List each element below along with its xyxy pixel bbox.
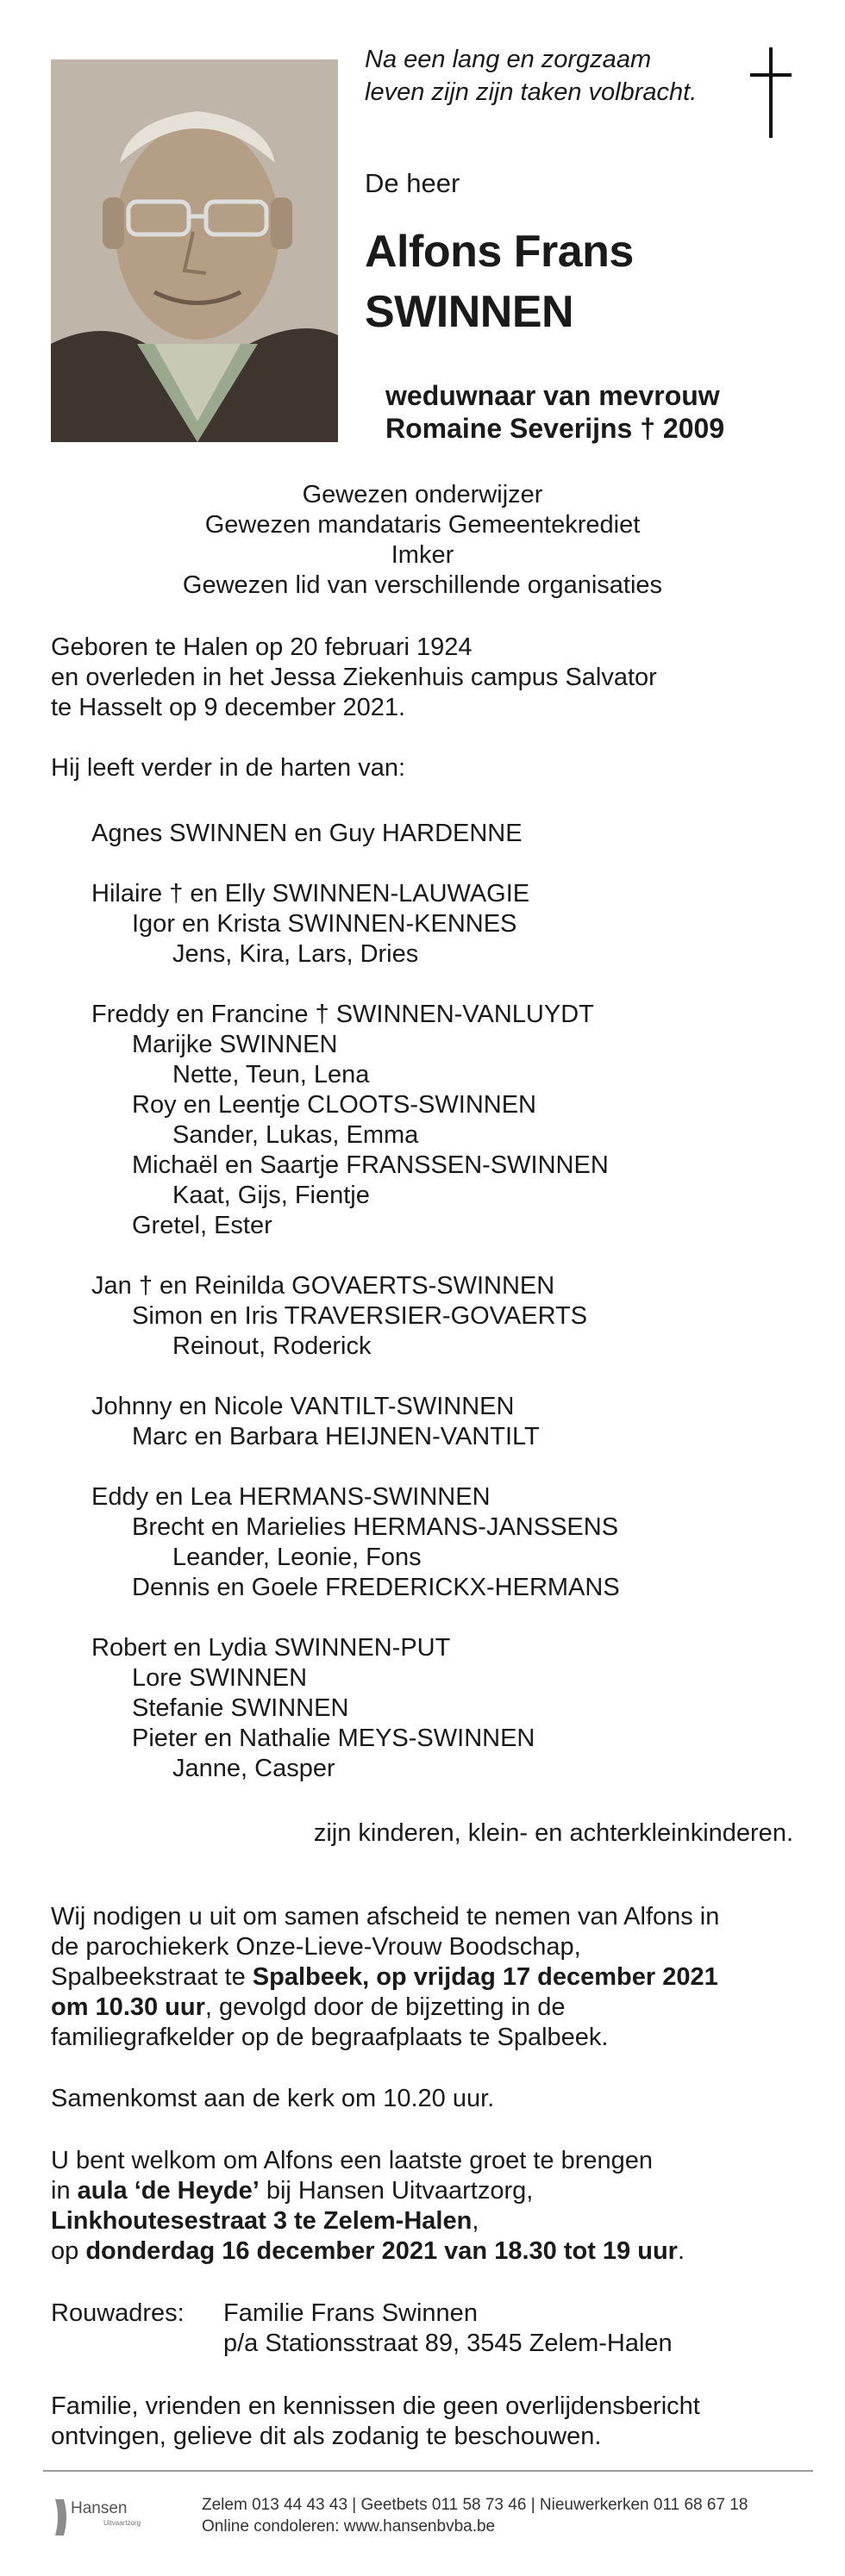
- logo-name: Hansen: [71, 2499, 128, 2517]
- family-line: Nette, Teun, Lena: [172, 1061, 370, 1088]
- notice-line: Familie, vrienden en kennissen die geen overlijdensbericht: [51, 2392, 700, 2420]
- intro-line-1: Na een lang en zorgzaam: [365, 46, 652, 73]
- invitation-text: , gevolgd door de bijzetting in de: [204, 1993, 566, 2021]
- visit-text: ,: [472, 2207, 479, 2235]
- family-line: Dennis en Goele FREDERICKX-HERMANS: [132, 1574, 620, 1601]
- family-line: Stefanie SWINNEN: [132, 1694, 349, 1722]
- visit-text: in: [51, 2177, 78, 2205]
- invitation-text: Spalbeekstraat te: [51, 1963, 253, 1991]
- funeral-home-logo: [52, 2491, 164, 2542]
- birth-death-line: en overleden in het Jessa Ziekenhuis campus Salvator: [51, 664, 657, 691]
- footer-online: Online condoleren: www.hansenbvba.be: [202, 2517, 496, 2535]
- funeral-time-emphasis: om 10.30 uur: [51, 1993, 205, 2021]
- address-label: Rouwadres:: [51, 2299, 185, 2327]
- family-line: Janne, Casper: [172, 1755, 335, 1782]
- gathering-note: Samenkomst aan de kerk om 10.20 uur.: [51, 2085, 495, 2112]
- visit-line: U bent welkom om Alfons een laatste groet te brengen: [51, 2147, 654, 2174]
- family-line: Michaël en Saartje FRANSSEN-SWINNEN: [132, 1151, 609, 1179]
- aula-name-emphasis: aula ‘de Heyde’: [77, 2177, 260, 2205]
- address-line-1: Familie Frans Swinnen: [223, 2299, 478, 2327]
- logo-subtitle: Uitvaartzorg: [103, 2519, 141, 2527]
- family-line: Jan † en Reinilda GOVAERTS-SWINNEN: [91, 1272, 555, 1300]
- funeral-date-emphasis: Spalbeek, op vrijdag 17 december 2021: [252, 1963, 718, 1991]
- family-line: Eddy en Lea HERMANS-SWINNEN: [91, 1483, 491, 1511]
- visit-text: .: [677, 2237, 685, 2265]
- cross-icon: [743, 47, 798, 138]
- invitation-line: familiegrafkelder op de begraafplaats te Spalbeek.: [51, 2024, 609, 2051]
- invitation-line: [51, 1993, 565, 2023]
- footer-divider: [43, 2470, 813, 2472]
- family-line: Johnny en Nicole VANTILT-SWINNEN: [91, 1393, 515, 1420]
- family-line: Freddy en Francine † SWINNEN-VANLUYDT: [91, 1001, 594, 1028]
- aula-address-emphasis: Linkhoutesestraat 3 te Zelem-Halen: [51, 2207, 473, 2235]
- birth-death-line: Geboren te Halen op 20 februari 1924: [51, 633, 473, 661]
- role-line: Imker: [391, 541, 454, 569]
- family-closing: zijn kinderen, klein- en achterkleinkinderen.: [313, 1819, 793, 1847]
- family-line: Kaat, Gijs, Fientje: [172, 1182, 370, 1209]
- intro-line-2: leven zijn zijn taken volbracht.: [365, 78, 698, 106]
- family-line: Pieter en Nathalie MEYS-SWINNEN: [132, 1725, 535, 1752]
- portrait-illustration: [51, 59, 338, 442]
- family-line: Reinout, Roderick: [172, 1332, 372, 1360]
- footer-contacts: Zelem 013 44 43 43 | Geetbets 011 58 73 46 | Nieuwerkerken 011 68 67 18: [202, 2496, 748, 2514]
- role-line: Gewezen onderwijzer: [302, 481, 543, 508]
- survivors-intro: Hij leeft verder in de harten van:: [51, 754, 406, 782]
- invitation-line: [51, 1962, 718, 1993]
- role-line: Gewezen mandataris Gemeentekrediet: [204, 511, 641, 539]
- family-line: Igor en Krista SWINNEN-KENNES: [132, 910, 517, 938]
- visit-line: [51, 2206, 479, 2236]
- intro-verse: [365, 43, 697, 109]
- family-line: Leander, Leonie, Fons: [172, 1544, 422, 1571]
- role-line: Gewezen lid van verschillende organisaties: [182, 571, 663, 599]
- deceased-first-names: Alfons Frans: [365, 227, 634, 277]
- widower-line-2: Romaine Severijns † 2009: [385, 413, 725, 444]
- invitation-line: de parochiekerk Onze-Lieve-Vrouw Boodschap,: [51, 1933, 581, 1961]
- family-line: Lore SWINNEN: [132, 1664, 308, 1692]
- family-line: Agnes SWINNEN en Guy HARDENNE: [91, 820, 523, 847]
- visit-datetime-emphasis: donderdag 16 december 2021 van 18.30 tot 19 uur: [85, 2237, 678, 2265]
- visit-text: bij Hansen Uitvaartzorg,: [259, 2177, 534, 2205]
- visit-line: [51, 2176, 533, 2206]
- family-line: Hilaire † en Elly SWINNEN-LAUWAGIE: [91, 880, 530, 908]
- family-line: Sander, Lukas, Emma: [172, 1121, 419, 1149]
- notice-line: ontvingen, gelieve dit als zodanig te beschouwen.: [51, 2423, 602, 2450]
- address-line-2: p/a Stationsstraat 89, 3545 Zelem-Halen: [223, 2330, 673, 2357]
- family-line: Robert en Lydia SWINNEN-PUT: [91, 1634, 451, 1662]
- deceased-surname: SWINNEN: [365, 287, 574, 337]
- birth-death-line: te Hasselt op 9 december 2021.: [51, 694, 406, 721]
- honorific: De heer: [365, 168, 460, 198]
- family-line: Brecht en Marielies HERMANS-JANSSENS: [132, 1513, 619, 1541]
- family-line: Simon en Iris TRAVERSIER-GOVAERTS: [132, 1302, 588, 1330]
- visit-line: [51, 2236, 685, 2267]
- family-line: Roy en Leentje CLOOTS-SWINNEN: [132, 1091, 536, 1119]
- portrait-photo: [51, 59, 338, 442]
- family-line: Marc en Barbara HEIJNEN-VANTILT: [132, 1423, 540, 1450]
- family-line: Jens, Kira, Lars, Dries: [172, 940, 419, 968]
- widower-line-1: weduwnaar van mevrouw: [385, 380, 720, 411]
- visit-text: op: [51, 2237, 86, 2265]
- family-line: Gretel, Ester: [132, 1212, 272, 1239]
- family-line: Marijke SWINNEN: [132, 1031, 338, 1058]
- invitation-line: Wij nodigen u uit om samen afscheid te nemen van Alfons in: [51, 1903, 720, 1930]
